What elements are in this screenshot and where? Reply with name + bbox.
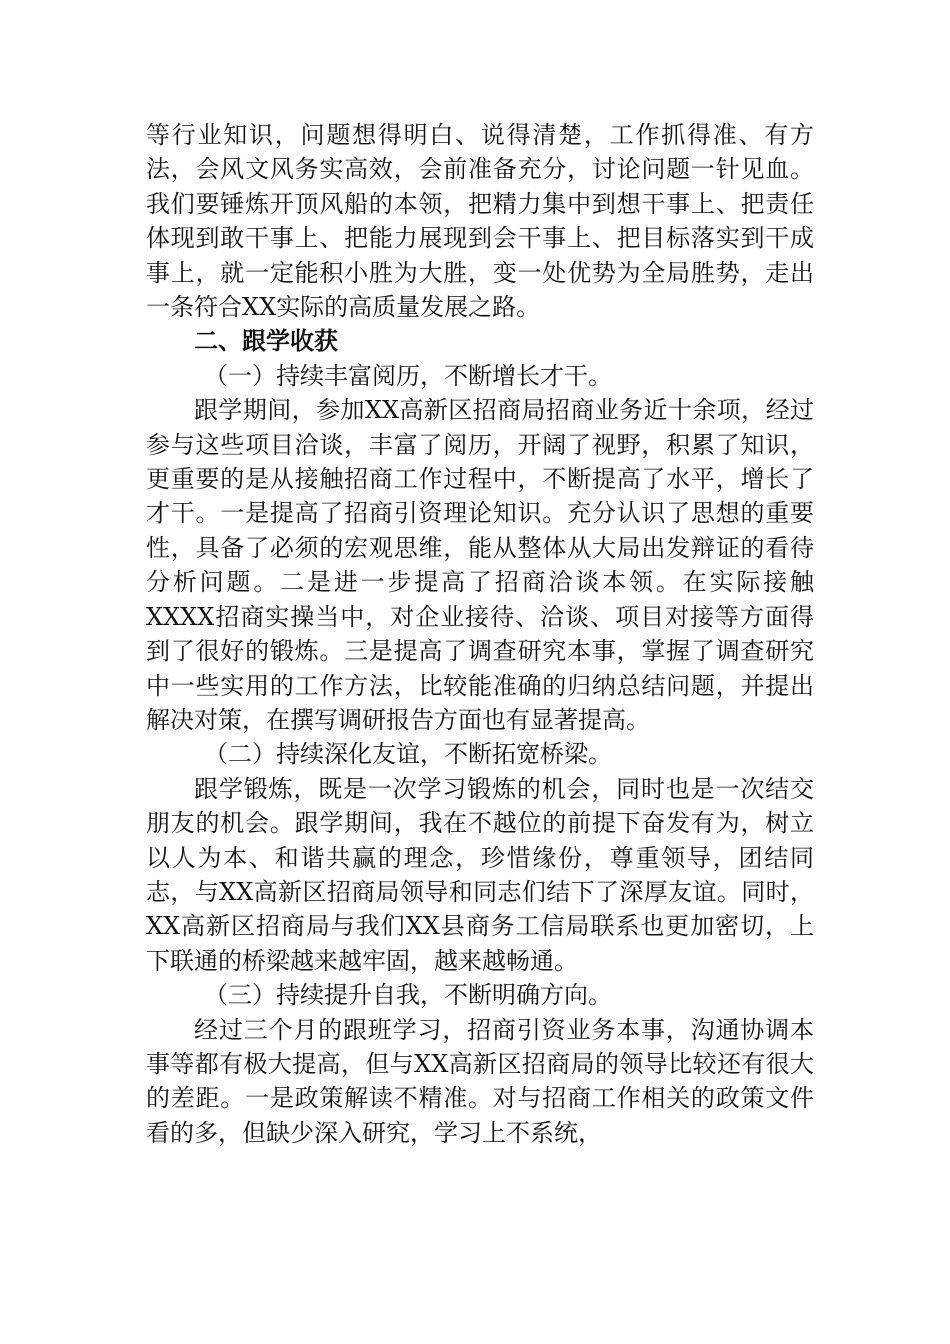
subsection-heading-2: （二）持续深化友谊，不断拓宽桥梁。 (204, 740, 612, 769)
subsection-body-3: 经过三个月的跟班学习，招商引资业务本事，沟通协调本事等都有极大提高，但与XX高新区招商局的领导比较还有很大的差距。一是政策解读不精准。对与招商工作相关的政策文件看的多，但缺少深入研究，学习上不系统， (146, 1015, 814, 1147)
document-body (146, 118, 814, 1150)
section-heading: 二、跟学收获 (194, 327, 338, 356)
subsection-heading-1: （一）持续丰富阅历，不断增长才干。 (204, 361, 612, 390)
subsection-body-2: 跟学锻炼，既是一次学习锻炼的机会，同时也是一次结交朋友的机会。跟学期间，我在不越位的前提下奋发有为，树立以人为本、和谐共赢的理念，珍惜缘份，尊重领导，团结同志，与XX高新区招商局领导和同志们结下了深厚友谊。同时，XX高新区招商局与我们XX县商务工信局联系也更加密切，上下联通的桥梁越来越牢固，越来越畅通。 (146, 774, 814, 975)
subsection-body-1: 跟学期间，参加XX高新区招商局招商业务近十余项，经过参与这些项目洽谈，丰富了阅历，开阔了视野，积累了知识，更重要的是从接触招商工作过程中，不断提高了水平，增长了才干。一是提高了招商引资理论知识。充分认识了思想的重要性，具备了必须的宏观思维，能从整体从大局出发辩证的看待分析问题。二是进一步提高了招商洽谈本领。在实际接触XXXX招商实操当中，对企业接待、洽谈、项目对接等方面得到了很好的锻炼。三是提高了调查研究本事，掌握了调查研究中一些实用的工作方法，比较能准确的归纳总结问题，并提出解决对策，在撰写调研报告方面也有显著提高。 (146, 396, 814, 734)
continued-paragraph: 等行业知识，问题想得明白、说得清楚，工作抓得准、有方法，会风文风务实高效，会前准备充分，讨论问题一针见血。我们要锤炼开顶风船的本领，把精力集中到想干事上、把责任体现到敢干事上、把能力展现到会干事上、把目标落实到干成事上，就一定能积小胜为大胜，变一处优势为全局胜势，走出一条符合XX实际的高质量发展之路。 (146, 121, 814, 322)
subsection-heading-3: （三）持续提升自我，不断明确方向。 (204, 981, 612, 1010)
